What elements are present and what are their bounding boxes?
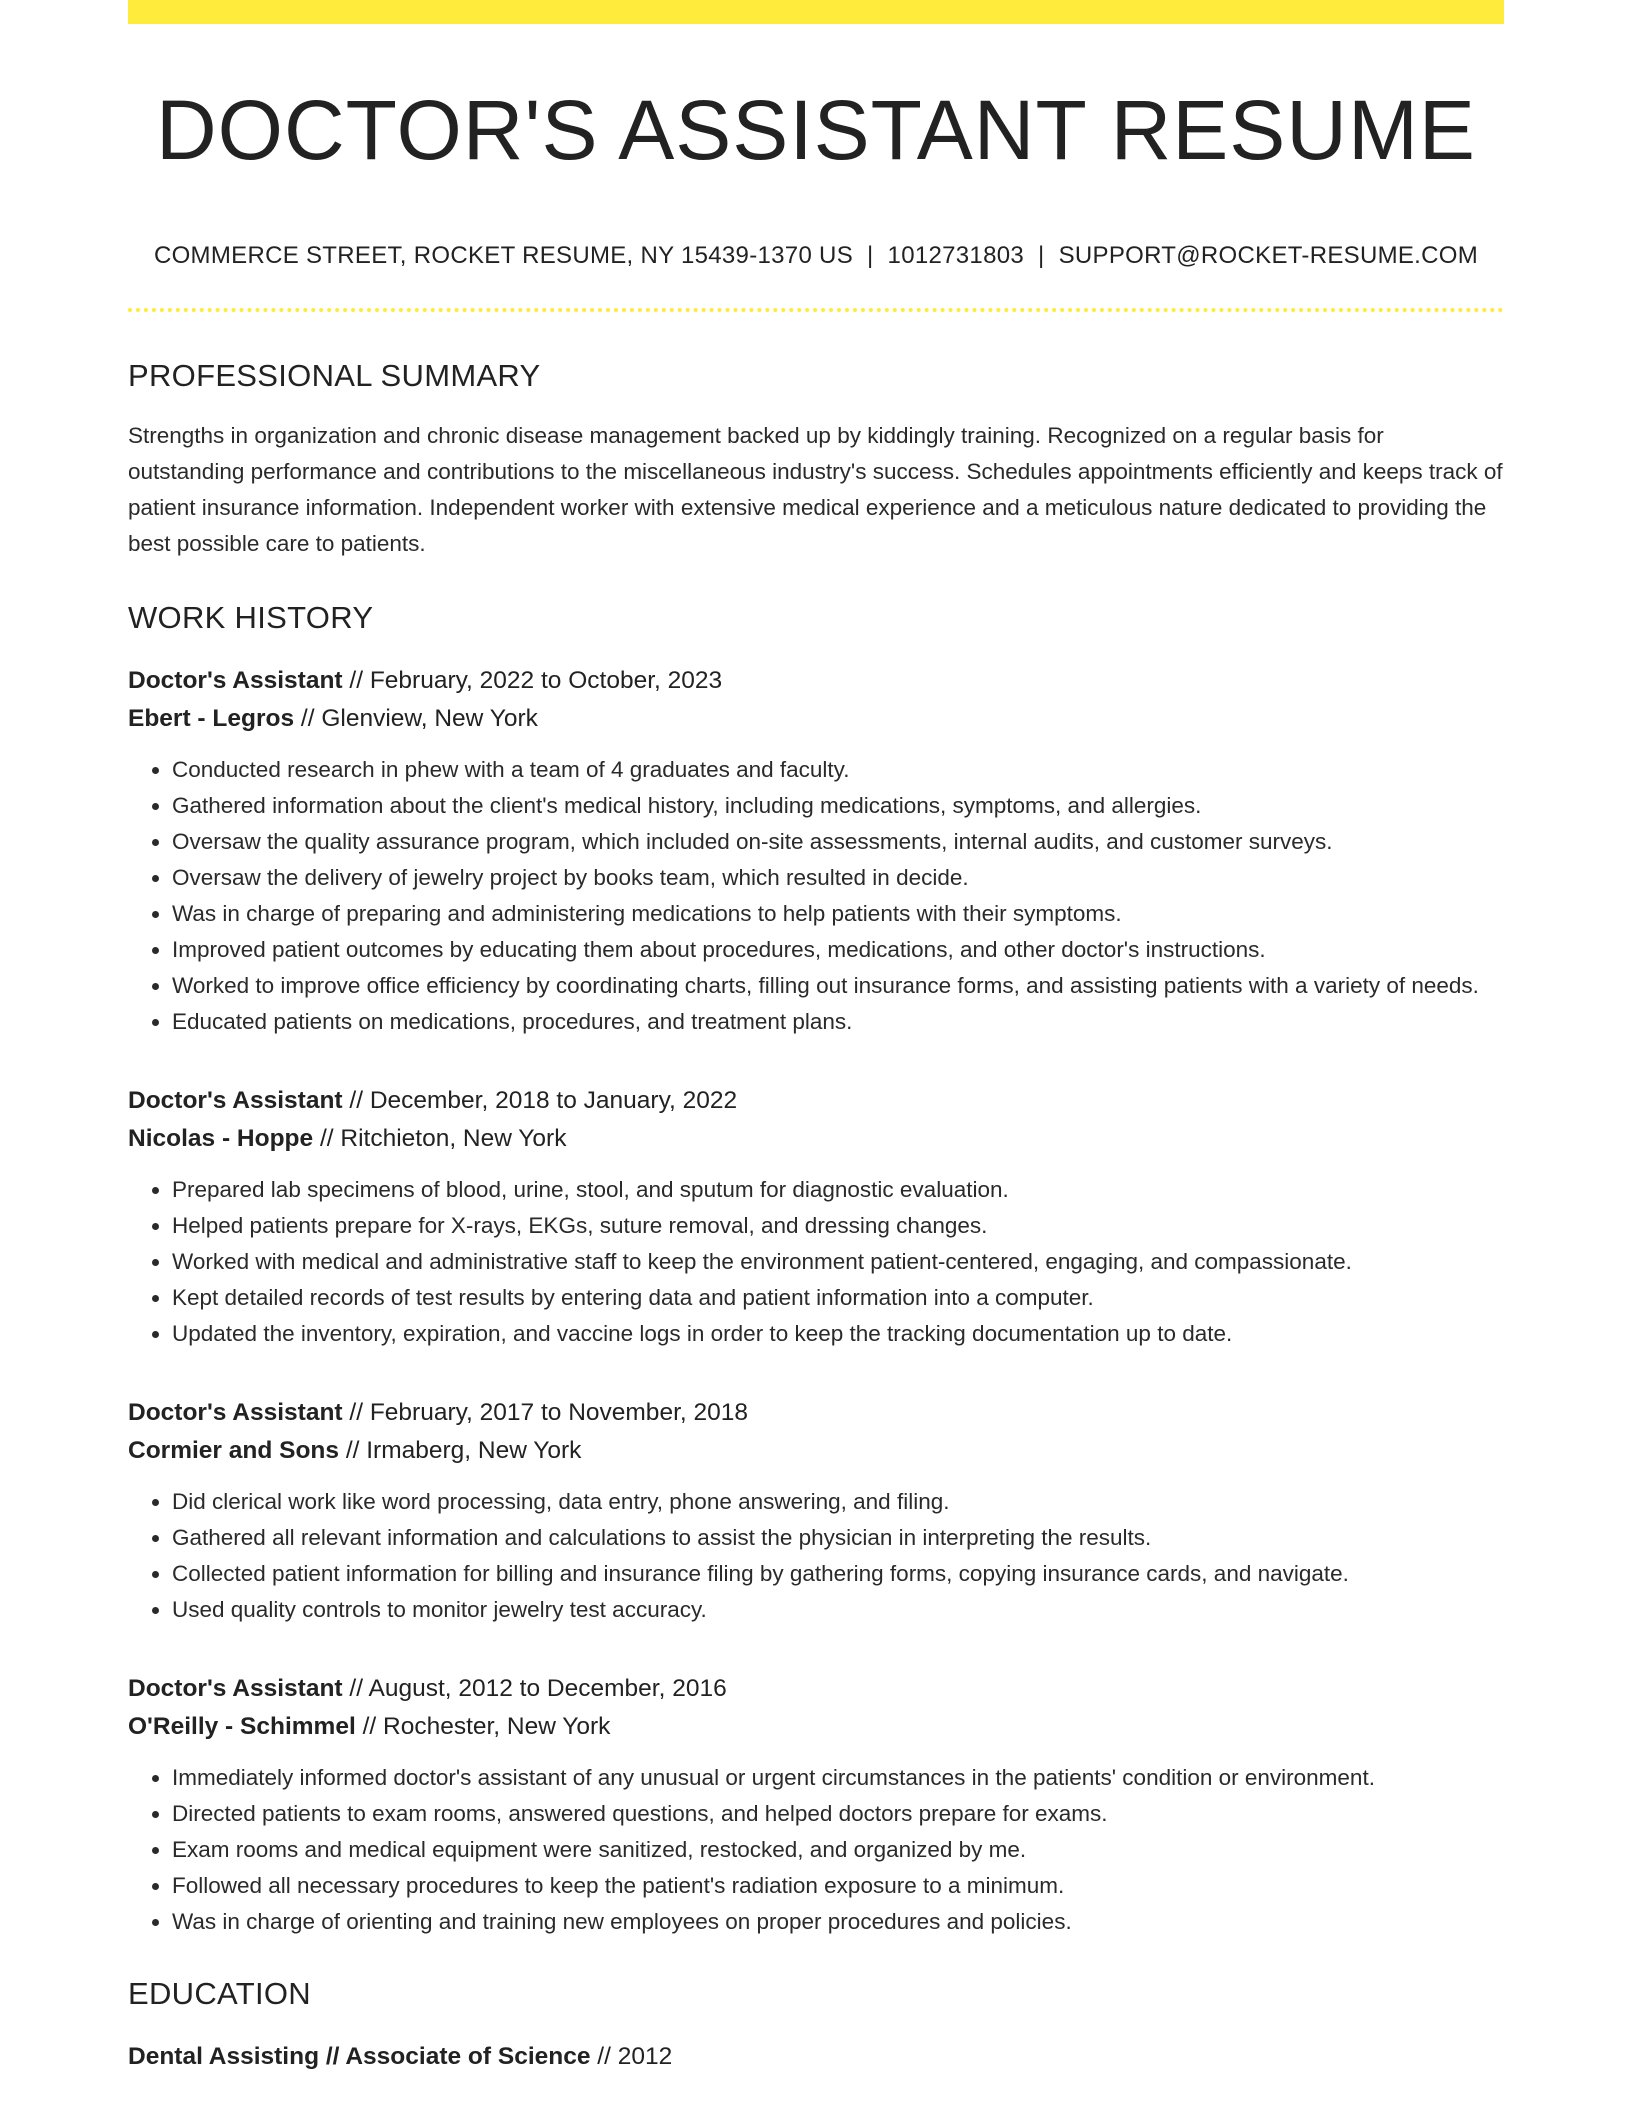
bullet-item: • Prepared lab specimens of blood, urine, stool, and sputum for diagnostic evaluation.: [172, 1172, 1504, 1208]
job-dates: February, 2017 to November, 2018: [369, 1399, 748, 1427]
bullet-item: • Oversaw the quality assurance program, which included on-site assessments, internal audits, and customer surveys.: [172, 824, 1504, 860]
job-title: Doctor's Assistant: [128, 667, 343, 695]
bullet-item: • Conducted research in phew with a team of 4 graduates and faculty.: [172, 752, 1504, 788]
education-entry: [128, 2038, 1504, 2076]
bullet-item: • Oversaw the delivery of jewelry project by books team, which resulted in decide.: [172, 860, 1504, 896]
education-list: [128, 2038, 1504, 2076]
job-location: Glenview, New York: [321, 705, 538, 733]
job-title: Doctor's Assistant: [128, 1087, 343, 1115]
job-company: Ebert - Legros: [128, 705, 295, 733]
education-year: 2012: [617, 2043, 673, 2071]
bullet-item: • Worked to improve office efficiency by coordinating charts, filling out insurance forms, and assisting patients with a variety of needs.: [172, 968, 1504, 1004]
summary-text: Strengths in organization and chronic disease management backed up by kiddingly training. Recognized on a regular basis for outstanding performance and contributions to the miscellaneous industry's success. Schedules appointments efficiently and keeps track of patient insurance information. Independent worker with extensive medical experience and a meticulous nature dedicated to providing the best possible care to patients.: [128, 423, 1503, 557]
contact-separator: |: [867, 242, 874, 270]
work-history-heading: WORK HISTORY: [128, 600, 374, 636]
job-bullets: [128, 1760, 1504, 1940]
job-title: Doctor's Assistant: [128, 1675, 343, 1703]
contact-line: [128, 242, 1504, 270]
bullet-item: • Educated patients on medications, procedures, and treatment plans.: [172, 1004, 1504, 1040]
job-company: Nicolas - Hoppe: [128, 1125, 314, 1153]
education-separator: //: [590, 2043, 618, 2071]
job-dates: August, 2012 to December, 2016: [368, 1675, 727, 1703]
dotted-divider: [128, 308, 1504, 312]
job-company: O'Reilly - Schimmel: [128, 1713, 356, 1741]
contact-address: COMMERCE STREET, ROCKET RESUME, NY 15439-1370 US: [153, 242, 853, 270]
work-history-list: [128, 662, 1504, 1940]
job-entry: [128, 662, 1504, 1040]
resume-page: [128, 0, 1504, 2076]
job-company-line: [128, 1708, 1504, 1746]
job-title-line: [128, 1394, 1504, 1432]
job-company-line: [128, 1432, 1504, 1470]
job-company-line: [128, 1120, 1504, 1158]
bullet-item: • Was in charge of preparing and administering medications to help patients with their symptoms.: [172, 896, 1504, 932]
job-separator: //: [294, 705, 322, 733]
resume-title: DOCTOR'S ASSISTANT RESUME: [156, 83, 1476, 177]
job-entry: [128, 1670, 1504, 1940]
job-title-line: [128, 662, 1504, 700]
job-title: Doctor's Assistant: [128, 1399, 343, 1427]
job-separator: //: [342, 1399, 370, 1427]
bullet-item: • Exam rooms and medical equipment were sanitized, restocked, and organized by me.: [172, 1832, 1504, 1868]
job-separator: //: [355, 1713, 383, 1741]
job-separator: //: [313, 1125, 341, 1153]
job-bullets: [128, 752, 1504, 1040]
accent-bar: [128, 0, 1504, 24]
bullet-item: • Followed all necessary procedures to keep the patient's radiation exposure to a minimum.: [172, 1868, 1504, 1904]
job-company-line: [128, 700, 1504, 738]
job-entry: [128, 1394, 1504, 1628]
bullet-item: • Collected patient information for billing and insurance filing by gathering forms, copying insurance cards, and navigate.: [172, 1556, 1504, 1592]
bullet-item: • Helped patients prepare for X-rays, EKGs, suture removal, and dressing changes.: [172, 1208, 1504, 1244]
job-separator: //: [339, 1437, 367, 1465]
job-dates: February, 2022 to October, 2023: [369, 667, 723, 695]
contact-separator: |: [1038, 242, 1045, 270]
job-location: Irmaberg, New York: [366, 1437, 582, 1465]
job-bullets: [128, 1484, 1504, 1628]
bullet-item: • Immediately informed doctor's assistant of any unusual or urgent circumstances in the patients' condition or environment.: [172, 1760, 1504, 1796]
job-bullets: [128, 1172, 1504, 1352]
bullet-item: • Kept detailed records of test results by entering data and patient information into a computer.: [172, 1280, 1504, 1316]
bullet-item: • Worked with medical and administrative staff to keep the environment patient-centered, engaging, and compassionate.: [172, 1244, 1504, 1280]
job-dates: December, 2018 to January, 2022: [369, 1087, 738, 1115]
job-entry: [128, 1082, 1504, 1352]
contact-phone: 1012731803: [887, 242, 1025, 270]
job-separator: //: [342, 1675, 369, 1703]
contact-email: SUPPORT@ROCKET-RESUME.COM: [1058, 242, 1479, 270]
bullet-item: • Was in charge of orienting and training new employees on proper procedures and policies.: [172, 1904, 1504, 1940]
bullet-item: • Did clerical work like word processing, data entry, phone answering, and filing.: [172, 1484, 1504, 1520]
bullet-item: • Updated the inventory, expiration, and vaccine logs in order to keep the tracking documentation up to date.: [172, 1316, 1504, 1352]
summary-heading: PROFESSIONAL SUMMARY: [128, 358, 541, 394]
job-title-line: [128, 1670, 1504, 1708]
job-separator: //: [342, 1087, 370, 1115]
education-program: Dental Assisting // Associate of Science: [128, 2043, 591, 2071]
job-company: Cormier and Sons: [128, 1437, 340, 1465]
job-location: Rochester, New York: [383, 1713, 611, 1741]
bullet-item: • Directed patients to exam rooms, answered questions, and helped doctors prepare for exams.: [172, 1796, 1504, 1832]
job-location: Ritchieton, New York: [340, 1125, 567, 1153]
bullet-item: • Gathered all relevant information and calculations to assist the physician in interpreting the results.: [172, 1520, 1504, 1556]
bullet-item: • Gathered information about the client's medical history, including medications, symptoms, and allergies.: [172, 788, 1504, 824]
job-separator: //: [342, 667, 370, 695]
job-title-line: [128, 1082, 1504, 1120]
bullet-item: • Improved patient outcomes by educating them about procedures, medications, and other doctor's instructions.: [172, 932, 1504, 968]
education-heading: EDUCATION: [128, 1976, 311, 2012]
bullet-item: • Used quality controls to monitor jewelry test accuracy.: [172, 1592, 1504, 1628]
